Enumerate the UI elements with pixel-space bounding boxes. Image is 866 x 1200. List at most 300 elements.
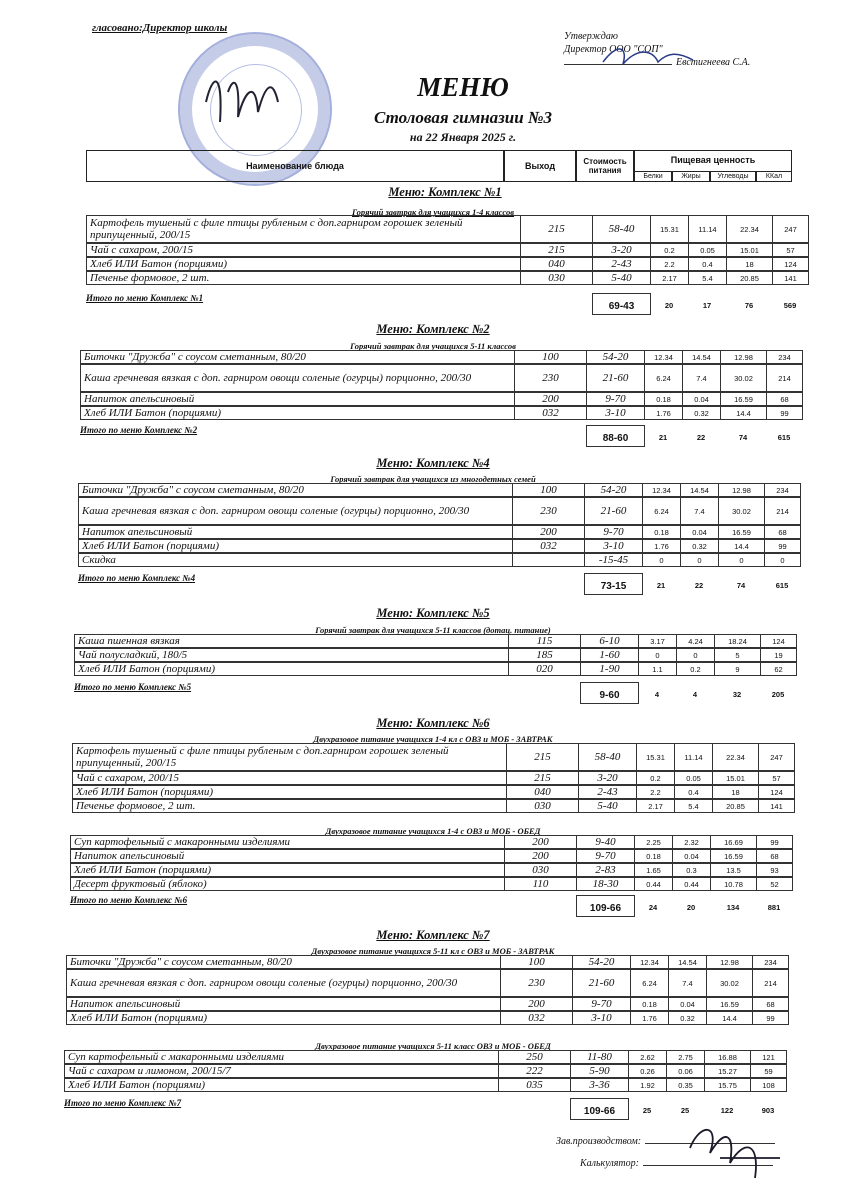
dish-name: Напиток апельсиновый	[70, 849, 505, 863]
total-price: 109-66	[570, 1098, 629, 1120]
approval-left: гласовано:Директор школы	[92, 22, 228, 34]
dish-fat: 5.4	[688, 271, 727, 285]
table-row	[72, 771, 794, 785]
dish-carbs: 16.59	[710, 849, 757, 863]
producer-label: Зав.производством:	[556, 1136, 642, 1147]
total-label: Итого по меню Комплекс №2	[80, 425, 198, 435]
table-row	[64, 1064, 786, 1078]
dish-fat: 11.14	[688, 215, 727, 243]
dish-output: 200	[500, 997, 573, 1011]
total-fat: 4	[692, 690, 698, 699]
dish-price: 1-90	[580, 662, 639, 676]
dish-fat: 0.05	[674, 771, 713, 785]
table-row	[66, 969, 788, 997]
dish-price: 2-43	[592, 257, 651, 271]
dish-carbs: 22.34	[712, 743, 759, 771]
dish-carbs: 16.59	[718, 525, 765, 539]
dish-kcal: 52	[756, 877, 793, 891]
group-subtitle: Горячий завтрак для учащихся из многодетных семей	[330, 474, 536, 484]
dish-price: 9-40	[576, 835, 635, 849]
dish-protein: 15.31	[650, 215, 689, 243]
total-row	[64, 1098, 804, 1120]
dish-carbs: 14.4	[720, 406, 767, 420]
table-row	[70, 877, 792, 891]
dish-price: 1-60	[580, 648, 639, 662]
dish-carbs: 30.02	[720, 364, 767, 392]
dish-protein: 1.76	[642, 539, 681, 553]
dish-carbs: 16.59	[720, 392, 767, 406]
dish-fat: 0.04	[680, 525, 719, 539]
col-kcal: ККал	[756, 171, 792, 182]
approve-label: Утверждаю	[564, 31, 618, 42]
total-carbs: 134	[726, 903, 740, 912]
dish-price: 9-70	[584, 525, 643, 539]
table-row	[74, 662, 796, 676]
dish-fat: 0.04	[682, 392, 721, 406]
dish-carbs: 20.85	[712, 799, 759, 813]
dish-name: Хлеб ИЛИ Батон (порциями)	[86, 257, 521, 271]
dish-price: 3-36	[570, 1078, 629, 1092]
dish-name: Суп картофельный с макаронными изделиями	[70, 835, 505, 849]
total-row	[80, 425, 820, 447]
dish-fat: 11.14	[674, 743, 713, 771]
section-title: Меню: Комплекс №7	[376, 928, 490, 942]
dish-kcal: 99	[764, 539, 801, 553]
dish-output: 040	[506, 785, 579, 799]
dish-kcal: 0	[764, 553, 801, 567]
table-row	[74, 648, 796, 662]
dish-price: 54-20	[586, 350, 645, 364]
dish-fat: 0.2	[676, 662, 715, 676]
dish-name: Хлеб ИЛИ Батон (порциями)	[66, 1011, 501, 1025]
dish-kcal: 99	[766, 406, 803, 420]
dish-kcal: 93	[756, 863, 793, 877]
dish-kcal: 247	[758, 743, 795, 771]
dish-price: 21-60	[584, 497, 643, 525]
dish-name: Биточки "Дружба" с соусом сметанным, 80/20	[78, 483, 513, 497]
dish-carbs: 12.98	[706, 955, 753, 969]
dish-output: 030	[520, 271, 593, 285]
dish-name: Чай с сахаром, 200/15	[86, 243, 521, 257]
table-row	[64, 1078, 786, 1092]
dish-carbs: 18	[726, 257, 773, 271]
section-title: Меню: Комплекс №1	[388, 185, 502, 199]
dish-kcal: 124	[772, 257, 809, 271]
group-subtitle: Горячий завтрак для учащихся 5-11 классов	[350, 341, 516, 351]
dish-output: 250	[498, 1050, 571, 1064]
dish-name: Биточки "Дружба" с соусом сметанным, 80/20	[66, 955, 501, 969]
dish-output: 032	[514, 406, 587, 420]
dish-kcal: 124	[758, 785, 795, 799]
dish-fat: 7.4	[668, 969, 707, 997]
dish-protein: 0.2	[636, 771, 675, 785]
dish-price: 54-20	[572, 955, 631, 969]
total-row	[78, 573, 818, 595]
total-label: Итого по меню Комплекс №1	[86, 293, 204, 303]
dish-output: 100	[514, 350, 587, 364]
dish-carbs: 0	[718, 553, 765, 567]
total-protein: 25	[642, 1106, 652, 1115]
dish-protein: 0.44	[634, 877, 673, 891]
dish-name: Хлеб ИЛИ Батон (порциями)	[70, 863, 505, 877]
dish-protein: 1.65	[634, 863, 673, 877]
dish-protein: 12.34	[642, 483, 681, 497]
total-fat: 22	[694, 581, 704, 590]
dish-kcal: 57	[758, 771, 795, 785]
dish-protein: 1.92	[628, 1078, 667, 1092]
dish-carbs: 10.78	[710, 877, 757, 891]
table-row	[70, 835, 792, 849]
dish-carbs: 13.5	[710, 863, 757, 877]
col-price: Стоимость питания	[576, 150, 634, 182]
dish-name: Хлеб ИЛИ Батон (порциями)	[78, 539, 513, 553]
dish-name: Каша гречневая вязкая с доп. гарниром овощи соленые (огурцы) порционно, 200/30	[80, 364, 515, 392]
dish-price: 3-10	[584, 539, 643, 553]
dish-kcal: 68	[766, 392, 803, 406]
total-price: 9-60	[580, 682, 639, 704]
table-row	[74, 634, 796, 648]
dish-price: 3-20	[578, 771, 637, 785]
section-title: Меню: Комплекс №6	[376, 716, 490, 730]
dish-kcal: 247	[772, 215, 809, 243]
table-row	[86, 271, 808, 285]
total-label: Итого по меню Комплекс №6	[70, 895, 188, 905]
group-subtitle: Двухразовое питание учащихся 1-4 с ОВЗ и МОБ - ОБЕД	[325, 826, 541, 836]
dish-name: Биточки "Дружба" с соусом сметанным, 80/20	[80, 350, 515, 364]
page-title: МЕНЮ	[417, 72, 509, 102]
dish-price: 5-90	[570, 1064, 629, 1078]
dish-carbs: 16.69	[710, 835, 757, 849]
dish-name: Хлеб ИЛИ Батон (порциями)	[80, 406, 515, 420]
group-subtitle: Горячий завтрак для учащихся 5-11 классов (дотац. питание)	[315, 625, 551, 635]
dish-carbs: 18	[712, 785, 759, 799]
total-protein: 21	[656, 581, 666, 590]
approve-signer: Евстигнеева С.А.	[676, 57, 751, 68]
dish-name: Картофель тушеный с филе птицы рубленым с доп.гарниром горошек зеленый припущенный, 200/15	[86, 215, 521, 243]
dish-carbs: 15.01	[712, 771, 759, 785]
dish-output: 222	[498, 1064, 571, 1078]
table-row	[66, 997, 788, 1011]
col-protein: Белки	[634, 171, 672, 182]
dish-price: 58-40	[592, 215, 651, 243]
dish-output: 030	[504, 863, 577, 877]
total-price: 109-66	[576, 895, 635, 917]
section-title: Меню: Комплекс №5	[376, 606, 490, 620]
dish-fat: 0.4	[688, 257, 727, 271]
table-row	[78, 483, 800, 497]
total-kcal: 615	[775, 581, 789, 590]
total-kcal: 903	[761, 1106, 775, 1115]
table-row	[66, 955, 788, 969]
total-price: 88-60	[586, 425, 645, 447]
dish-kcal: 68	[756, 849, 793, 863]
dish-fat: 0.06	[666, 1064, 705, 1078]
dish-protein: 1.1	[638, 662, 677, 676]
dish-output: 030	[506, 799, 579, 813]
page-subtitle: Столовая гимназии №3	[373, 108, 553, 127]
dish-protein: 12.34	[630, 955, 669, 969]
dish-carbs: 12.98	[718, 483, 765, 497]
total-fat: 20	[686, 903, 696, 912]
dish-carbs: 15.75	[704, 1078, 751, 1092]
dish-name: Чай с сахаром, 200/15	[72, 771, 507, 785]
dish-fat: 14.54	[668, 955, 707, 969]
dish-output: 200	[514, 392, 587, 406]
total-protein: 4	[654, 690, 660, 699]
dish-kcal: 59	[750, 1064, 787, 1078]
approve-director: Директор ООО "СОП"	[564, 44, 663, 55]
dish-carbs: 16.59	[706, 997, 753, 1011]
director-signature-icon	[598, 42, 698, 72]
dish-protein: 6.24	[642, 497, 681, 525]
total-fat: 22	[696, 433, 706, 442]
dish-protein: 1.76	[644, 406, 683, 420]
dish-protein: 0.18	[630, 997, 669, 1011]
dish-output: 200	[512, 525, 585, 539]
section-title: Меню: Комплекс №4	[376, 456, 490, 470]
total-kcal: 881	[767, 903, 781, 912]
section-title: Меню: Комплекс №2	[376, 322, 490, 336]
total-protein: 21	[658, 433, 668, 442]
table-row	[72, 785, 794, 799]
dish-protein: 15.31	[636, 743, 675, 771]
dish-fat: 14.54	[680, 483, 719, 497]
dish-name: Напиток апельсиновый	[78, 525, 513, 539]
dish-protein: 6.24	[630, 969, 669, 997]
col-nutrition: Пищевая ценность	[634, 150, 792, 182]
total-label: Итого по меню Комплекс №5	[74, 682, 192, 692]
group-subtitle: Горячий завтрак для учащихся 1-4 классов	[351, 207, 515, 217]
dish-output: 200	[504, 849, 577, 863]
dish-output: 230	[500, 969, 573, 997]
dish-output: 230	[512, 497, 585, 525]
dish-name: Напиток апельсиновый	[66, 997, 501, 1011]
dish-output: 215	[520, 215, 593, 243]
dish-fat: 2.75	[666, 1050, 705, 1064]
dish-output: 032	[512, 539, 585, 553]
dish-output	[512, 553, 585, 567]
table-row	[78, 525, 800, 539]
dish-kcal: 99	[756, 835, 793, 849]
dish-price: 11-80	[570, 1050, 629, 1064]
dish-fat: 7.4	[680, 497, 719, 525]
dish-protein: 2.17	[636, 799, 675, 813]
total-protein: 20	[664, 301, 674, 310]
dish-carbs: 18.24	[714, 634, 761, 648]
dish-kcal: 234	[766, 350, 803, 364]
total-price: 69-43	[592, 293, 651, 315]
dish-protein: 0.18	[634, 849, 673, 863]
dish-price: 3-10	[586, 406, 645, 420]
dish-kcal: 234	[752, 955, 789, 969]
dish-carbs: 14.4	[718, 539, 765, 553]
total-carbs: 32	[732, 690, 742, 699]
dish-carbs: 30.02	[718, 497, 765, 525]
approval-right	[564, 30, 750, 69]
dish-kcal: 19	[760, 648, 797, 662]
total-carbs: 74	[738, 433, 748, 442]
dish-kcal: 62	[760, 662, 797, 676]
dish-protein: 2.62	[628, 1050, 667, 1064]
dish-output: 115	[508, 634, 581, 648]
dish-name: Каша гречневая вязкая с доп. гарниром овощи соленые (огурцы) порционно, 200/30	[66, 969, 501, 997]
dish-protein: 0	[638, 648, 677, 662]
dish-fat: 0.32	[668, 1011, 707, 1025]
table-row	[70, 849, 792, 863]
dish-output: 215	[520, 243, 593, 257]
dish-kcal: 141	[758, 799, 795, 813]
dish-protein: 2.2	[636, 785, 675, 799]
table-row	[80, 364, 802, 392]
dish-kcal: 108	[750, 1078, 787, 1092]
total-row	[74, 682, 814, 704]
table-row	[78, 539, 800, 553]
dish-fat: 0.44	[672, 877, 711, 891]
dish-fat: 0	[676, 648, 715, 662]
dish-kcal: 68	[764, 525, 801, 539]
total-kcal: 615	[777, 433, 791, 442]
dish-kcal: 121	[750, 1050, 787, 1064]
dish-price: 2-83	[576, 863, 635, 877]
dish-name: Десерт фруктовый (яблоко)	[70, 877, 505, 891]
dish-carbs: 5	[714, 648, 761, 662]
dish-price: 5-40	[592, 271, 651, 285]
dish-fat: 2.32	[672, 835, 711, 849]
total-label: Итого по меню Комплекс №7	[64, 1098, 182, 1108]
table-row	[72, 799, 794, 813]
dish-carbs: 30.02	[706, 969, 753, 997]
dish-kcal: 57	[772, 243, 809, 257]
dish-protein: 0	[642, 553, 681, 567]
table-row	[80, 350, 802, 364]
dish-name: Печенье формовое, 2 шт.	[86, 271, 521, 285]
dish-output: 100	[500, 955, 573, 969]
dish-name: Каша пшенная вязкая	[74, 634, 509, 648]
dish-protein: 6.24	[644, 364, 683, 392]
table-header	[86, 150, 792, 182]
dish-fat: 0	[680, 553, 719, 567]
table-row	[86, 215, 808, 243]
dish-fat: 0.05	[688, 243, 727, 257]
table-row	[80, 392, 802, 406]
total-row	[86, 293, 826, 315]
dish-output: 100	[512, 483, 585, 497]
table-row	[86, 243, 808, 257]
dish-price: 58-40	[578, 743, 637, 771]
dish-fat: 0.3	[672, 863, 711, 877]
dish-kcal: 234	[764, 483, 801, 497]
dish-name: Печенье формовое, 2 шт.	[72, 799, 507, 813]
dish-protein: 0.2	[650, 243, 689, 257]
dish-fat: 0.4	[674, 785, 713, 799]
dish-fat: 0.04	[672, 849, 711, 863]
dish-output: 215	[506, 743, 579, 771]
total-carbs: 122	[720, 1106, 734, 1115]
total-fat: 17	[702, 301, 712, 310]
dish-name: Чай с сахаром и лимоном, 200/15/7	[64, 1064, 499, 1078]
dish-carbs: 9	[714, 662, 761, 676]
dish-price: 5-40	[578, 799, 637, 813]
table-row	[78, 497, 800, 525]
dish-price: 54-20	[584, 483, 643, 497]
dish-kcal: 99	[752, 1011, 789, 1025]
total-carbs: 74	[736, 581, 746, 590]
dish-fat: 0.35	[666, 1078, 705, 1092]
dish-name: Суп картофельный с макаронными изделиями	[64, 1050, 499, 1064]
dish-output: 020	[508, 662, 581, 676]
table-row	[64, 1050, 786, 1064]
dish-output: 200	[504, 835, 577, 849]
dish-carbs: 15.01	[726, 243, 773, 257]
dish-price: 9-70	[572, 997, 631, 1011]
dish-price: 21-60	[572, 969, 631, 997]
dish-price: 3-10	[572, 1011, 631, 1025]
dish-carbs: 22.34	[726, 215, 773, 243]
total-kcal: 205	[771, 690, 785, 699]
dish-protein: 1.76	[630, 1011, 669, 1025]
dish-kcal: 214	[764, 497, 801, 525]
dish-output: 040	[520, 257, 593, 271]
dish-name: Чай полусладкий, 180/5	[74, 648, 509, 662]
dish-fat: 0.32	[682, 406, 721, 420]
dish-price: 9-70	[576, 849, 635, 863]
calculator-label: Калькулятор:	[580, 1158, 639, 1169]
total-label: Итого по меню Комплекс №4	[78, 573, 196, 583]
dish-output: 032	[500, 1011, 573, 1025]
dish-carbs: 14.4	[706, 1011, 753, 1025]
dish-fat: 7.4	[682, 364, 721, 392]
group-subtitle: Двухразовое питание учащихся 5-11 класс ОВЗ и МОБ - ОБЕД	[315, 1041, 551, 1051]
dish-name: Напиток апельсиновый	[80, 392, 515, 406]
total-price: 73-15	[584, 573, 643, 595]
footer-signature-icon	[680, 1118, 800, 1188]
col-carbs: Углеводы	[710, 171, 756, 182]
dish-protein: 3.17	[638, 634, 677, 648]
dish-output: 110	[504, 877, 577, 891]
table-row	[70, 863, 792, 877]
dish-output: 215	[506, 771, 579, 785]
col-fat: Жиры	[672, 171, 710, 182]
total-carbs: 76	[744, 301, 754, 310]
page-date: на 22 Января 2025 г.	[409, 130, 517, 144]
dish-kcal: 214	[752, 969, 789, 997]
dish-name: Хлеб ИЛИ Батон (порциями)	[64, 1078, 499, 1092]
group-subtitle: Двухразовое питание учащихся 1-4 кл с ОВЗ и МОБ - ЗАВТРАК	[313, 734, 553, 744]
dish-protein: 2.25	[634, 835, 673, 849]
dish-protein: 0.18	[642, 525, 681, 539]
dish-price: 3-20	[592, 243, 651, 257]
dish-fat: 5.4	[674, 799, 713, 813]
dish-name: Картофель тушеный с филе птицы рубленым с доп.гарниром горошек зеленый припущенный, 200/15	[72, 743, 507, 771]
dish-protein: 2.2	[650, 257, 689, 271]
dish-kcal: 68	[752, 997, 789, 1011]
dish-fat: 14.54	[682, 350, 721, 364]
dish-output: 185	[508, 648, 581, 662]
dish-kcal: 141	[772, 271, 809, 285]
dish-carbs: 20.85	[726, 271, 773, 285]
dish-output: 230	[514, 364, 587, 392]
dish-output: 035	[498, 1078, 571, 1092]
dish-name: Хлеб ИЛИ Батон (порциями)	[74, 662, 509, 676]
dish-protein: 0.26	[628, 1064, 667, 1078]
dish-kcal: 124	[760, 634, 797, 648]
dish-name: Каша гречневая вязкая с доп. гарниром овощи соленые (огурцы) порционно, 200/30	[78, 497, 513, 525]
total-kcal: 569	[783, 301, 797, 310]
col-output: Выход	[504, 150, 576, 182]
dish-price: -15-45	[584, 553, 643, 567]
group-subtitle: Двухразовое питание учащихся 5-11 кл с ОВЗ и МОБ - ЗАВТРАК	[311, 946, 555, 956]
dish-fat: 4.24	[676, 634, 715, 648]
